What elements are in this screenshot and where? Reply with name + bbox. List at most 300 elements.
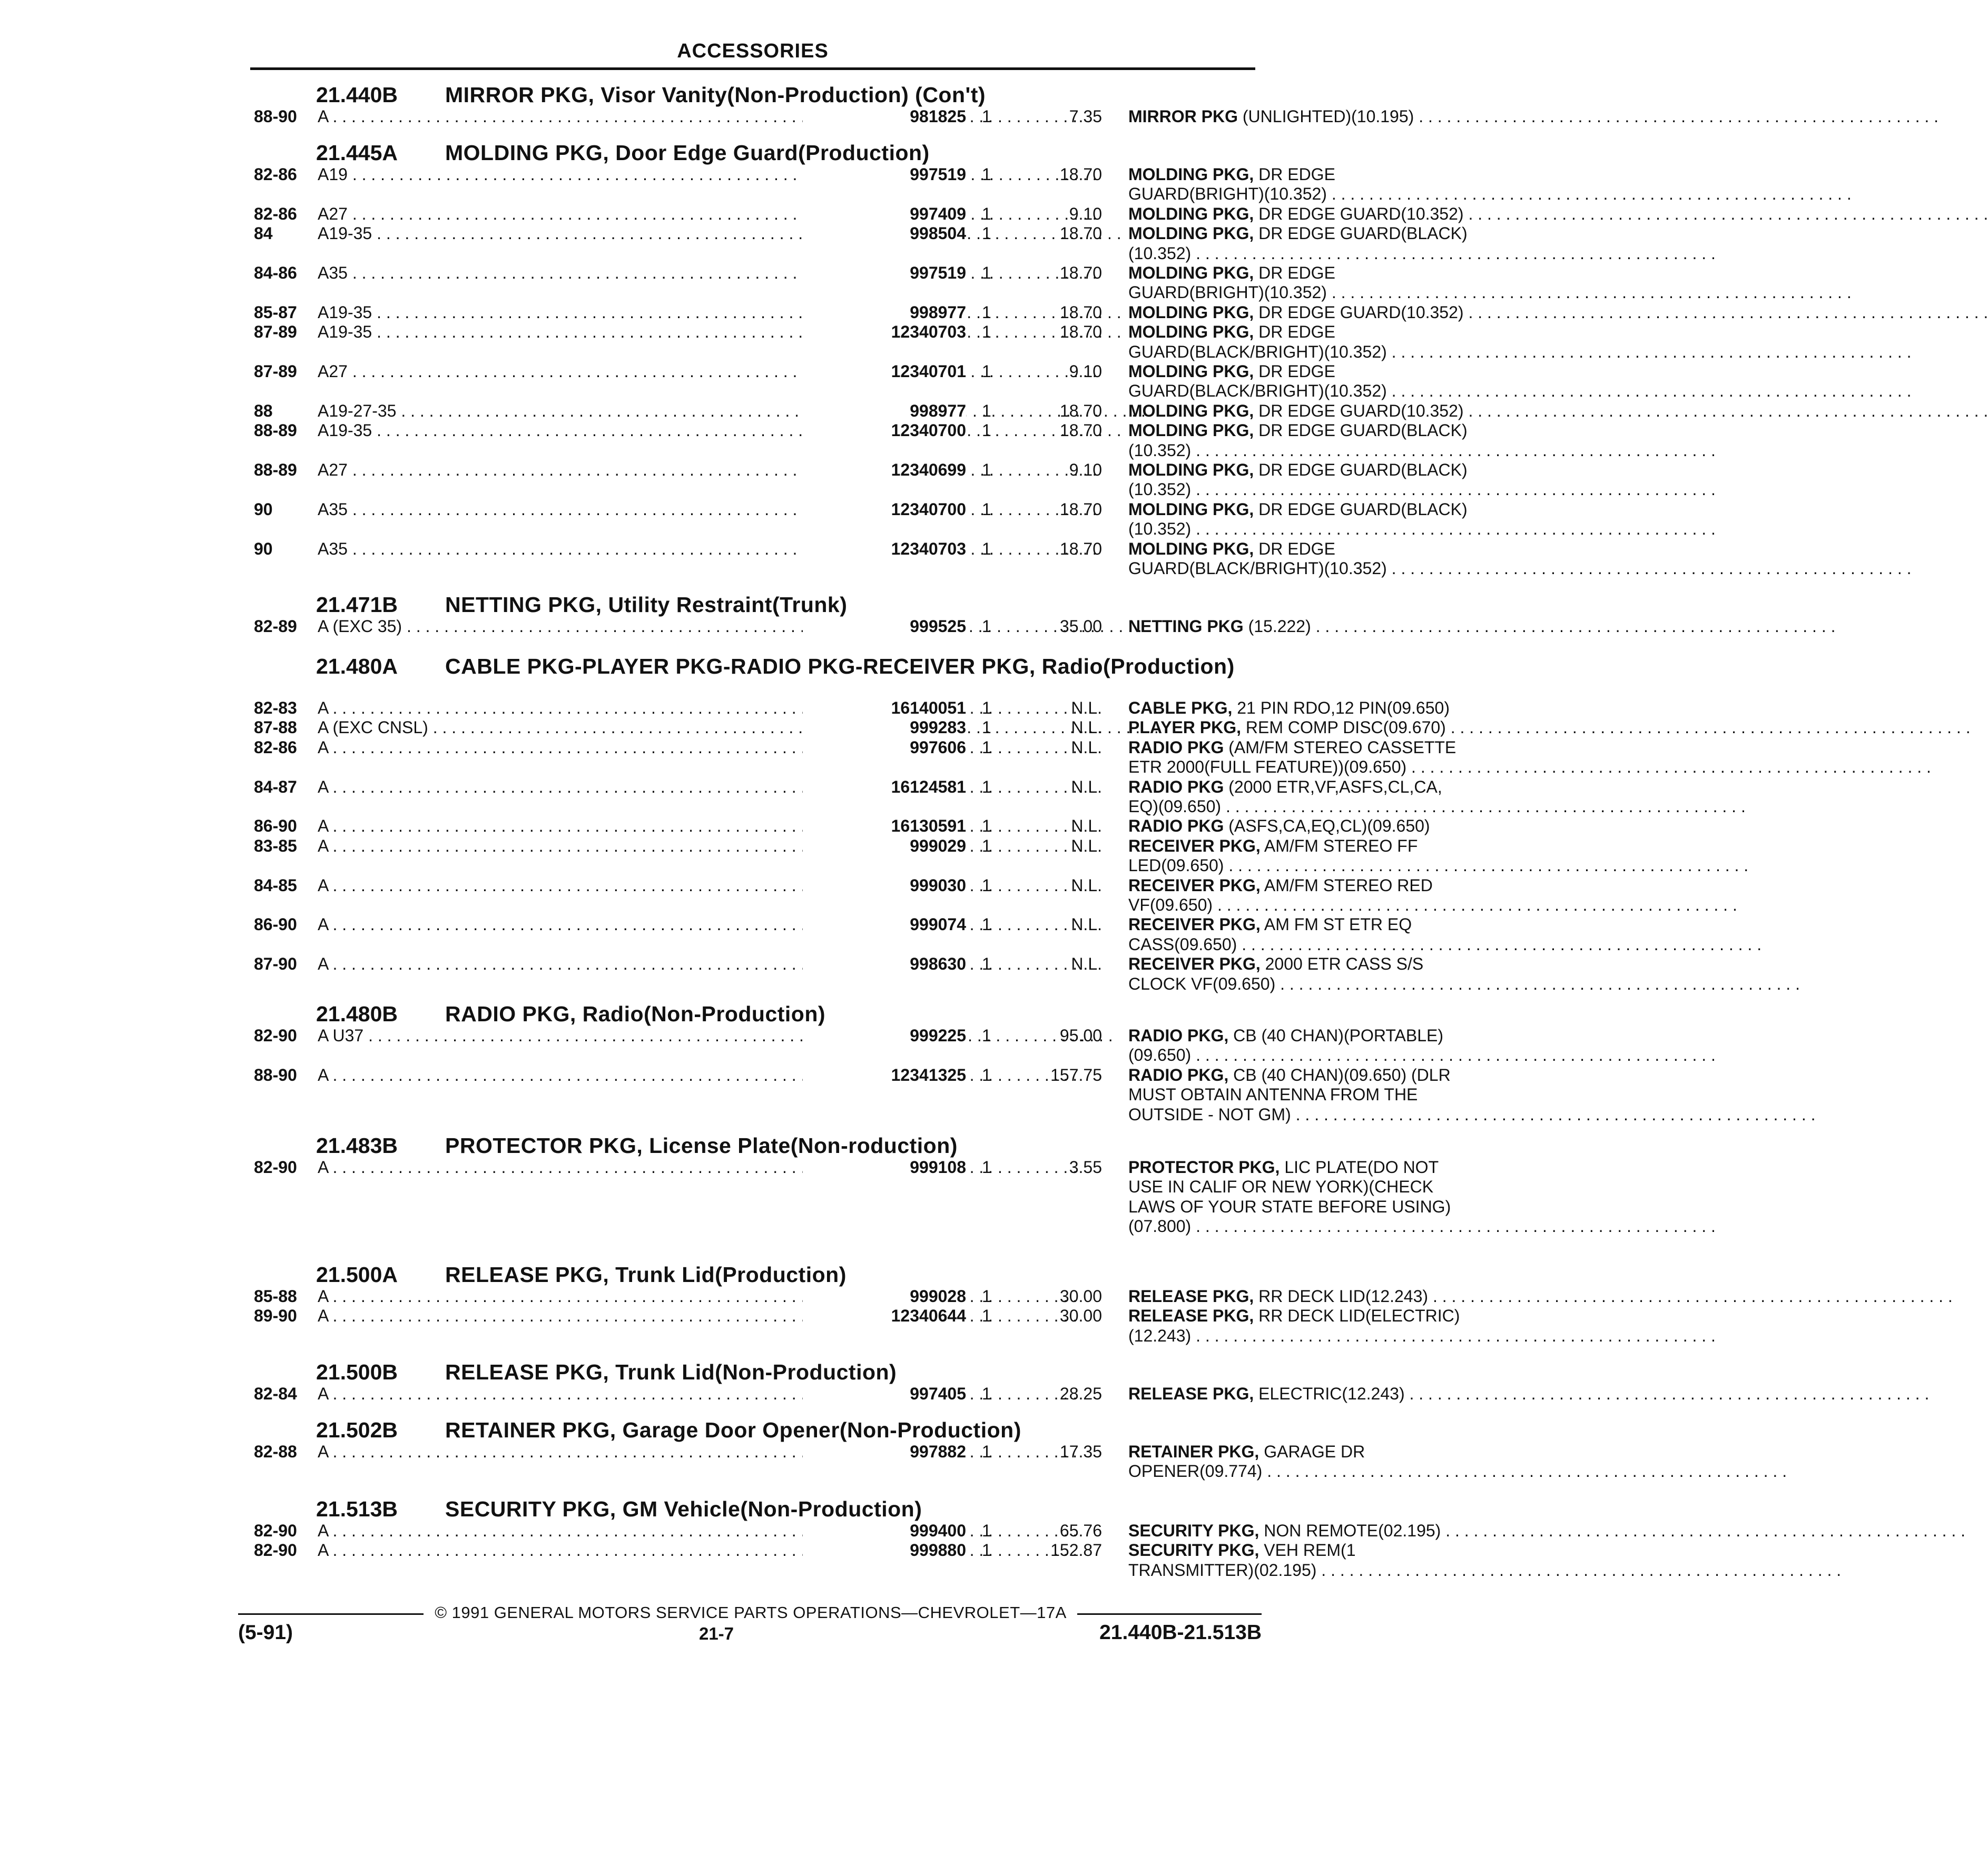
quantity: 1 bbox=[982, 875, 991, 895]
section-code: 21.471B bbox=[316, 593, 398, 617]
model-codes: A . . . bbox=[318, 915, 850, 934]
model-codes: A U37 . . . bbox=[318, 1026, 850, 1046]
footer-page-number: 21-7 bbox=[698, 1624, 734, 1643]
description-text: GUARD(BLACK/BRIGHT)(10.352) bbox=[1128, 558, 1387, 578]
section-code: 21.483B bbox=[316, 1133, 398, 1158]
quantity: 1 bbox=[982, 401, 991, 420]
description-text: DR EDGE GUARD(BLACK) bbox=[1254, 421, 1468, 440]
description-text: GUARD(BRIGHT)(10.352) bbox=[1128, 184, 1327, 204]
quantity: 1 bbox=[982, 1158, 991, 1177]
model-codes: A . . . bbox=[318, 954, 850, 974]
model-years: 88-89 bbox=[254, 421, 297, 440]
description-text: EQ)(09.650) bbox=[1128, 796, 1222, 816]
quantity: 1 bbox=[982, 777, 991, 796]
description-line bbox=[1128, 954, 1513, 974]
description-text: GARAGE DR bbox=[1259, 1442, 1365, 1461]
description-text: CASS(09.650) bbox=[1128, 934, 1237, 954]
description-keyword: MOLDING PKG, bbox=[1128, 224, 1254, 243]
description-keyword: MOLDING PKG, bbox=[1128, 362, 1254, 381]
part-number: 12340699 bbox=[803, 460, 966, 480]
section-title: PROTECTOR PKG, License Plate(Non-roduction) bbox=[445, 1133, 958, 1158]
model-codes: A27 . . . bbox=[318, 204, 850, 224]
section-code: 21.500B bbox=[316, 1360, 398, 1384]
section-title: CABLE PKG-PLAYER PKG-RADIO PKG-RECEIVER PKG, Radio(Production) bbox=[445, 654, 1235, 678]
part-number: 999028 bbox=[803, 1287, 966, 1306]
part-number: 997519 bbox=[803, 263, 966, 283]
description-keyword: MOLDING PKG, bbox=[1128, 204, 1254, 223]
description-keyword: MOLDING PKG, bbox=[1128, 421, 1254, 440]
description-line bbox=[1128, 381, 1513, 401]
description-text: RR DECK LID(ELECTRIC) bbox=[1254, 1306, 1460, 1326]
model-years: 88 bbox=[254, 401, 273, 420]
description-keyword: MOLDING PKG, bbox=[1128, 263, 1254, 282]
section-code: 21.445A bbox=[316, 141, 398, 165]
quantity: 1 bbox=[982, 1442, 991, 1461]
section-code: 21.440B bbox=[316, 83, 398, 107]
description-keyword: MIRROR PKG bbox=[1128, 107, 1238, 126]
description-text: AM/FM STEREO RED bbox=[1260, 875, 1433, 895]
part-number: 999030 bbox=[803, 876, 966, 895]
part-number: 998504 bbox=[803, 224, 966, 243]
description-text: 21 PIN RDO,12 PIN(09.650) bbox=[1232, 698, 1450, 717]
price: 18.70 bbox=[1059, 263, 1102, 282]
part-number: 12340701 bbox=[803, 362, 966, 381]
quantity: 1 bbox=[982, 322, 991, 342]
quantity: 1 bbox=[982, 302, 991, 322]
section-code: 21.480B bbox=[316, 1002, 398, 1026]
description-text: OPENER(09.774) bbox=[1128, 1462, 1263, 1481]
model-codes: A (EXC CNSL) . . . bbox=[318, 718, 850, 737]
model-years: 82-90 bbox=[254, 1521, 297, 1540]
model-years: 90 bbox=[254, 499, 273, 519]
quantity: 1 bbox=[982, 698, 991, 717]
model-codes: A . . . bbox=[318, 1158, 850, 1177]
description-keyword: PLAYER PKG, bbox=[1128, 718, 1241, 737]
description-text: CB (40 CHAN)(09.650) (DLR bbox=[1228, 1065, 1451, 1084]
description-text: DR EDGE GUARD(10.352) bbox=[1254, 401, 1464, 420]
description-line bbox=[1128, 480, 1513, 499]
description-keyword: NETTING PKG bbox=[1128, 617, 1244, 636]
description-line bbox=[1128, 204, 1513, 224]
description-text: (AM/FM STEREO CASSETTE bbox=[1224, 737, 1456, 757]
description-line bbox=[1128, 263, 1513, 283]
description-keyword: RECEIVER PKG, bbox=[1128, 954, 1261, 974]
description-line bbox=[1128, 1066, 1513, 1085]
description-line bbox=[1128, 718, 1513, 737]
description-text: ETR 2000(FULL FEATURE))(09.650) bbox=[1128, 757, 1407, 777]
description-text: ELECTRIC(12.243) bbox=[1254, 1384, 1405, 1403]
section-title: NETTING PKG, Utility Restraint(Trunk) bbox=[445, 593, 848, 617]
description-line bbox=[1128, 362, 1513, 381]
part-number: 997409 bbox=[803, 204, 966, 224]
price: 18.70 bbox=[1059, 499, 1102, 519]
description-text: (10.352) bbox=[1128, 440, 1192, 460]
model-codes: A . . . bbox=[318, 1066, 850, 1085]
model-years: 82-86 bbox=[254, 737, 297, 757]
quantity: 1 bbox=[982, 915, 991, 934]
section-title: MIRROR PKG, Visor Vanity(Non-Production) (Con't) bbox=[445, 83, 986, 107]
model-codes: A19-35 . . . bbox=[318, 224, 850, 243]
header-rule bbox=[250, 67, 1255, 70]
description-keyword: RECEIVER PKG, bbox=[1128, 875, 1261, 895]
description-line bbox=[1128, 836, 1513, 856]
description-text: DR EDGE bbox=[1254, 362, 1335, 381]
description-text: OUTSIDE - NOT GM) bbox=[1128, 1104, 1291, 1124]
description-line bbox=[1128, 1085, 1513, 1104]
description-keyword: MOLDING PKG, bbox=[1128, 165, 1254, 184]
description-text: CLOCK VF(09.650) bbox=[1128, 974, 1276, 993]
description-line bbox=[1128, 539, 1513, 559]
model-years: 88-89 bbox=[254, 460, 297, 479]
model-years: 84-86 bbox=[254, 263, 297, 282]
description-keyword: RECEIVER PKG, bbox=[1128, 915, 1261, 934]
description-text: (UNLIGHTED)(10.195) bbox=[1238, 107, 1414, 126]
description-line bbox=[1128, 1026, 1513, 1046]
description-text: USE IN CALIF OR NEW YORK)(CHECK bbox=[1128, 1177, 1434, 1197]
model-years: 87-89 bbox=[254, 362, 297, 381]
part-number: 12340700 bbox=[803, 500, 966, 519]
description-line bbox=[1128, 1105, 1513, 1125]
page-header: ACCESSORIES bbox=[677, 40, 829, 62]
quantity: 1 bbox=[982, 1065, 991, 1084]
description-line bbox=[1128, 283, 1513, 302]
model-years: 82-90 bbox=[254, 1026, 297, 1045]
description-text: DR EDGE GUARD(BLACK) bbox=[1254, 224, 1468, 243]
section-title: RETAINER PKG, Garage Door Opener(Non-Production) bbox=[445, 1418, 1021, 1442]
part-number: 999108 bbox=[803, 1158, 966, 1177]
price: N.L. bbox=[1071, 954, 1102, 974]
price: N.L. bbox=[1071, 875, 1102, 895]
description-text: DR EDGE bbox=[1254, 165, 1335, 184]
description-line bbox=[1128, 777, 1513, 797]
price: 17.35 bbox=[1059, 1442, 1102, 1461]
description-keyword: MOLDING PKG, bbox=[1128, 460, 1254, 479]
description-text: VEH REM(1 bbox=[1259, 1541, 1356, 1560]
description-line bbox=[1128, 107, 1513, 126]
description-text: TRANSMITTER)(02.195) bbox=[1128, 1560, 1317, 1580]
price: 157.75 bbox=[1050, 1065, 1102, 1084]
description-line bbox=[1128, 1541, 1513, 1560]
description-keyword: RADIO PKG, bbox=[1128, 1026, 1229, 1045]
price: 18.70 bbox=[1059, 224, 1102, 243]
description-line bbox=[1128, 1158, 1513, 1177]
model-codes: A27 . . . bbox=[318, 460, 850, 480]
model-codes: A . . . bbox=[318, 1521, 850, 1541]
price: 18.70 bbox=[1059, 302, 1102, 322]
model-years: 82-88 bbox=[254, 1442, 297, 1461]
model-codes: A . . . bbox=[318, 816, 850, 836]
part-number: 997882 bbox=[803, 1442, 966, 1462]
model-codes: A27 . . . bbox=[318, 362, 850, 381]
model-codes: A . . . bbox=[318, 1442, 850, 1462]
description-line bbox=[1128, 519, 1513, 539]
description-text: VF(09.650) bbox=[1128, 895, 1213, 914]
description-text: DR EDGE bbox=[1254, 539, 1335, 558]
model-codes: A . . . bbox=[318, 876, 850, 895]
description-keyword: RADIO PKG bbox=[1128, 737, 1224, 757]
price: 7.35 bbox=[1069, 107, 1102, 126]
quantity: 1 bbox=[982, 1384, 991, 1403]
price: N.L. bbox=[1071, 718, 1102, 737]
description-keyword: CABLE PKG, bbox=[1128, 698, 1233, 717]
quantity: 1 bbox=[982, 1306, 991, 1326]
description-line bbox=[1128, 1046, 1513, 1065]
description-line bbox=[1128, 244, 1513, 263]
description-line bbox=[1128, 915, 1513, 934]
price: 18.70 bbox=[1059, 165, 1102, 184]
description-line bbox=[1128, 974, 1513, 994]
section-title: MOLDING PKG, Door Edge Guard(Production) bbox=[445, 141, 930, 165]
model-years: 83-85 bbox=[254, 836, 297, 855]
description-line bbox=[1128, 401, 1513, 421]
model-codes: A . . . bbox=[318, 1541, 850, 1560]
price: 35.00 bbox=[1059, 617, 1102, 636]
footer-revision-date: (5-91) bbox=[238, 1621, 293, 1644]
description-line bbox=[1128, 1287, 1513, 1306]
model-years: 82-86 bbox=[254, 165, 297, 184]
model-codes: A . . . bbox=[318, 1287, 850, 1306]
description-text: DR EDGE bbox=[1254, 263, 1335, 282]
part-number: 16130591 bbox=[803, 816, 966, 836]
part-number: 999525 bbox=[803, 617, 966, 636]
description-line bbox=[1128, 1442, 1513, 1462]
description-keyword: RADIO PKG, bbox=[1128, 1065, 1229, 1084]
price: N.L. bbox=[1071, 698, 1102, 717]
part-number: 999283 bbox=[803, 718, 966, 737]
part-number: 997405 bbox=[803, 1384, 966, 1404]
description-line bbox=[1128, 1177, 1513, 1197]
price: N.L. bbox=[1071, 836, 1102, 855]
description-line bbox=[1128, 617, 1513, 636]
description-line bbox=[1128, 500, 1513, 519]
description-line bbox=[1128, 1326, 1513, 1346]
price: 9.10 bbox=[1069, 460, 1102, 479]
description-text: GUARD(BRIGHT)(10.352) bbox=[1128, 283, 1327, 302]
part-number: 12340703 bbox=[803, 322, 966, 342]
description-text: DR EDGE GUARD(BLACK) bbox=[1254, 499, 1468, 519]
part-number: 999400 bbox=[803, 1521, 966, 1541]
model-codes: A . . . bbox=[318, 107, 850, 126]
model-years: 89-90 bbox=[254, 1306, 297, 1326]
description-keyword: MOLDING PKG, bbox=[1128, 302, 1254, 322]
model-years: 85-88 bbox=[254, 1287, 297, 1306]
model-years: 88-90 bbox=[254, 1065, 297, 1084]
description-line bbox=[1128, 876, 1513, 895]
price: 18.70 bbox=[1059, 401, 1102, 420]
part-number: 997606 bbox=[803, 738, 966, 757]
section-code: 21.502B bbox=[316, 1418, 398, 1442]
description-text: DR EDGE GUARD(10.352) bbox=[1254, 204, 1464, 223]
price: N.L. bbox=[1071, 915, 1102, 934]
description-keyword: RETAINER PKG, bbox=[1128, 1442, 1259, 1461]
model-codes: A . . . bbox=[318, 738, 850, 757]
quantity: 1 bbox=[982, 460, 991, 479]
part-number: 998977 bbox=[803, 303, 966, 322]
model-years: 86-90 bbox=[254, 816, 297, 836]
model-codes: A . . . bbox=[318, 698, 850, 718]
description-text: DR EDGE GUARD(10.352) bbox=[1254, 302, 1464, 322]
description-text: (2000 ETR,VF,ASFS,CL,CA, bbox=[1224, 777, 1442, 796]
model-years: 82-83 bbox=[254, 698, 297, 717]
description-line bbox=[1128, 559, 1513, 578]
description-keyword: SECURITY PKG, bbox=[1128, 1521, 1259, 1540]
model-codes: A . . . bbox=[318, 1306, 850, 1326]
quantity: 1 bbox=[982, 421, 991, 440]
model-years: 84 bbox=[254, 224, 273, 243]
section-title: SECURITY PKG, GM Vehicle(Non-Production) bbox=[445, 1497, 922, 1521]
description-line bbox=[1128, 441, 1513, 460]
part-number: 998977 bbox=[803, 401, 966, 421]
description-keyword: RELEASE PKG, bbox=[1128, 1287, 1254, 1306]
description-keyword: PROTECTOR PKG, bbox=[1128, 1158, 1280, 1177]
description-line bbox=[1128, 303, 1513, 322]
description-line bbox=[1128, 738, 1513, 757]
model-years: 82-86 bbox=[254, 204, 297, 223]
description-text: (10.352) bbox=[1128, 519, 1192, 539]
description-text: (12.243) bbox=[1128, 1326, 1192, 1345]
model-years: 86-90 bbox=[254, 915, 297, 934]
description-line bbox=[1128, 757, 1513, 777]
quantity: 1 bbox=[982, 954, 991, 974]
part-number: 999880 bbox=[803, 1541, 966, 1560]
description-line bbox=[1128, 1217, 1513, 1236]
model-years: 87-90 bbox=[254, 954, 297, 974]
model-codes: A . . . bbox=[318, 836, 850, 856]
description-line bbox=[1128, 895, 1513, 915]
description-text: NON REMOTE(02.195) bbox=[1259, 1521, 1441, 1540]
description-line bbox=[1128, 165, 1513, 184]
price: 18.70 bbox=[1059, 322, 1102, 342]
part-number: 12340700 bbox=[803, 421, 966, 440]
description-text: GUARD(BLACK/BRIGHT)(10.352) bbox=[1128, 342, 1387, 361]
quantity: 1 bbox=[982, 836, 991, 855]
description-text: DR EDGE bbox=[1254, 322, 1335, 342]
description-text: REM COMP DISC(09.670) bbox=[1241, 718, 1446, 737]
model-years: 85-87 bbox=[254, 302, 297, 322]
description-line bbox=[1128, 1197, 1513, 1217]
part-number: 12340703 bbox=[803, 539, 966, 559]
price: 18.70 bbox=[1059, 539, 1102, 558]
section-title: RADIO PKG, Radio(Non-Production) bbox=[445, 1002, 826, 1026]
model-codes: A (EXC 35) . . . bbox=[318, 617, 850, 636]
part-number: 998630 bbox=[803, 954, 966, 974]
description-line bbox=[1128, 1306, 1513, 1326]
part-number: 12341325 bbox=[803, 1066, 966, 1085]
description-text: CB (40 CHAN)(PORTABLE) bbox=[1228, 1026, 1444, 1045]
footer-section-range: 21.440B-21.513B bbox=[1099, 1621, 1262, 1644]
quantity: 1 bbox=[982, 1541, 991, 1560]
price: 18.70 bbox=[1059, 421, 1102, 440]
price: N.L. bbox=[1071, 816, 1102, 836]
description-line bbox=[1128, 322, 1513, 342]
description-line bbox=[1128, 1462, 1513, 1481]
quantity: 1 bbox=[982, 539, 991, 558]
model-codes: A19-35 . . . bbox=[318, 303, 850, 322]
part-number: 997519 bbox=[803, 165, 966, 184]
description-text: LIC PLATE(DO NOT bbox=[1280, 1158, 1439, 1177]
description-text: GUARD(BLACK/BRIGHT)(10.352) bbox=[1128, 381, 1387, 401]
description-line bbox=[1128, 460, 1513, 480]
description-line bbox=[1128, 421, 1513, 440]
model-codes: A35 . . . bbox=[318, 539, 850, 559]
quantity: 1 bbox=[982, 499, 991, 519]
model-codes: A19-27-35 . . . bbox=[318, 401, 850, 421]
footer-copyright: © 1991 GENERAL MOTORS SERVICE PARTS OPERATIONS—CHEVROLET—17A bbox=[435, 1603, 1067, 1622]
description-text: (10.352) bbox=[1128, 480, 1192, 499]
description-keyword: MOLDING PKG, bbox=[1128, 401, 1254, 420]
model-years: 82-90 bbox=[254, 1158, 297, 1177]
description-line bbox=[1128, 856, 1513, 875]
quantity: 1 bbox=[982, 263, 991, 282]
description-line bbox=[1128, 935, 1513, 954]
description-text: LAWS OF YOUR STATE BEFORE USING) bbox=[1128, 1197, 1451, 1216]
model-years: 82-90 bbox=[254, 1541, 297, 1560]
description-line bbox=[1128, 1521, 1513, 1541]
quantity: 1 bbox=[982, 1521, 991, 1540]
description-text: DR EDGE GUARD(BLACK) bbox=[1254, 460, 1468, 479]
quantity: 1 bbox=[982, 617, 991, 636]
price: 65.76 bbox=[1059, 1521, 1102, 1540]
model-years: 84-85 bbox=[254, 875, 297, 895]
quantity: 1 bbox=[982, 204, 991, 223]
description-line bbox=[1128, 797, 1513, 816]
quantity: 1 bbox=[982, 224, 991, 243]
model-codes: A19-35 . . . bbox=[318, 421, 850, 440]
section-title: RELEASE PKG, Trunk Lid(Non-Production) bbox=[445, 1360, 897, 1384]
part-number: 16140051 bbox=[803, 698, 966, 718]
description-text: RR DECK LID(12.243) bbox=[1254, 1287, 1429, 1306]
price: 152.87 bbox=[1050, 1541, 1102, 1560]
description-keyword: MOLDING PKG, bbox=[1128, 499, 1254, 519]
price: N.L. bbox=[1071, 737, 1102, 757]
description-text: (07.800) bbox=[1128, 1217, 1192, 1236]
description-text: LED(09.650) bbox=[1128, 856, 1224, 875]
quantity: 1 bbox=[982, 107, 991, 126]
description-keyword: RADIO PKG bbox=[1128, 777, 1224, 796]
description-text: AM/FM STEREO FF bbox=[1260, 836, 1418, 855]
quantity: 1 bbox=[982, 165, 991, 184]
model-years: 82-84 bbox=[254, 1384, 297, 1403]
quantity: 1 bbox=[982, 816, 991, 836]
description-line bbox=[1128, 342, 1513, 362]
footer-rule-left bbox=[238, 1613, 424, 1615]
section-code: 21.480A bbox=[316, 654, 398, 678]
model-codes: A . . . bbox=[318, 1384, 850, 1404]
description-text: (ASFS,CA,EQ,CL)(09.650) bbox=[1224, 816, 1430, 836]
price: N.L. bbox=[1071, 777, 1102, 796]
description-keyword: RELEASE PKG, bbox=[1128, 1384, 1254, 1403]
description-text: AM FM ST ETR EQ bbox=[1260, 915, 1412, 934]
model-years: 84-87 bbox=[254, 777, 297, 796]
model-codes: A19 . . . bbox=[318, 165, 850, 184]
section-code: 21.513B bbox=[316, 1497, 398, 1521]
description-keyword: RADIO PKG bbox=[1128, 816, 1224, 836]
part-number: 999074 bbox=[803, 915, 966, 934]
price: 30.00 bbox=[1059, 1306, 1102, 1326]
description-text: (09.650) bbox=[1128, 1046, 1192, 1065]
description-line bbox=[1128, 698, 1513, 718]
description-keyword: RECEIVER PKG, bbox=[1128, 836, 1261, 855]
section-code: 21.500A bbox=[316, 1263, 398, 1287]
quantity: 1 bbox=[982, 1287, 991, 1306]
quantity: 1 bbox=[982, 737, 991, 757]
quantity: 1 bbox=[982, 362, 991, 381]
model-codes: A19-35 . . . bbox=[318, 322, 850, 342]
part-number: 12340644 bbox=[803, 1306, 966, 1326]
description-line bbox=[1128, 184, 1513, 204]
description-line bbox=[1128, 224, 1513, 243]
description-keyword: RELEASE PKG, bbox=[1128, 1306, 1254, 1326]
